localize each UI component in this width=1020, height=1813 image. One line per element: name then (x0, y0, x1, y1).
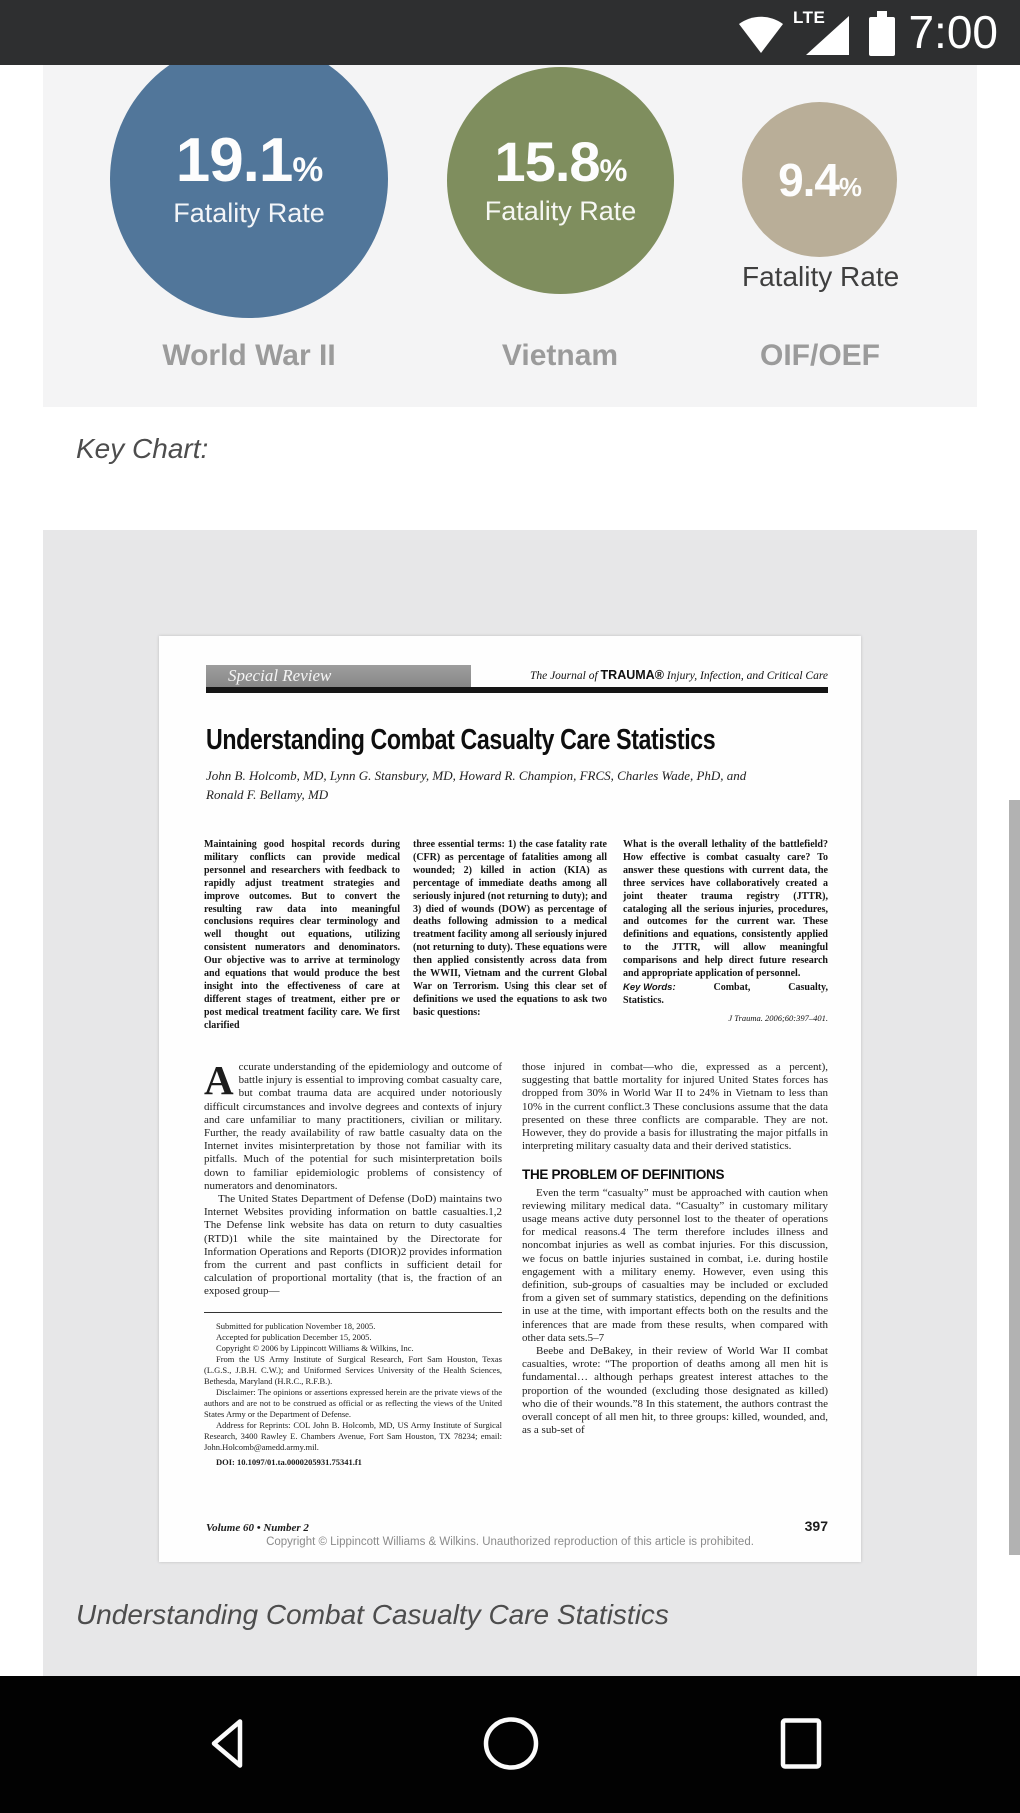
fatality-rate-label: Fatality Rate (173, 197, 325, 228)
scrollbar-thumb[interactable] (1009, 800, 1020, 1555)
page-number: 397 (804, 1518, 828, 1534)
drop-cap: A (204, 1057, 234, 1103)
navigation-bar (0, 1676, 1020, 1813)
article-authors: John B. Holcomb, MD, Lynn G. Stansbury, MD, Howard R. Champion, FRCS, Charles Wade, PhD, and Ronald F. Bellamy, MD (206, 768, 747, 802)
abstract-column-2: three essential terms: 1) the case fatality rate (CFR) as percentage of fatalities among all wounded; 2) killed in action (KIA) as percentage of immediate deaths among all seriously injured (not returning to duty); and 3) died of wounds (DOW) as percentage of deaths following admission to a medical treatment facility among all seriously injured (not returning to duty). These equations were then applied consistently across data from the WWII, Vietnam and the current Global War on Terrorism. Using this clear set of definitions we used the equations to ask two basic questions: (413, 839, 607, 1018)
lte-label: LTE (793, 8, 826, 27)
body-column-left: Accurate understanding of the epidemiology and outcome of battle injury is essential to improving combat casualty care, but combat trauma data are acquired under notoriously difficult circumstances and involve degrees and contexts of injury and care unfamiliar to many practitioners, civilian or military. Further, the ready availability of raw battle casualty data on the Internet invites misinterpretation by those not familiar with its pitfalls. Much of the potential for such misinterpretation boils down to familiar epidemiologic problems of consistency of numerators and denominators. The United States Department of Defense (DoD) maintains two Internet Websites providing information on battle casualties.1,2 The Defense link website has data on return to duty casualties (RTD)1 while the site maintained by the Directorate for Information Operations and Reports (DIOR)2 provides information from the current and past conflicts in sufficient detail for calculation of proportional mortality (that is, the fraction of an exposed group— Submitted for publication November 18, 2005. Accepted for publication December 15, 2005. Copyright © 2006 by Lippincott Williams & Wilkins, Inc. From the US Army Institute of Surgical Research, Fort Sam Houston, Texas (L.G.S., J.B.H. C.W.); and Uniformed Services University of the Health Sciences, Bethesda, Maryland (H.R.C., R.F.B.). Disclaimer: The opinions or assertions expressed herein are the private views of the authors and are not to be construed as official or as reflecting the views of the United States Army or the Department of Defense. Address for Reprints: COL John B. Holcomb, MD, US Army Institute of Surgical Research, 3400 Rawley E. Chambers Avenue, Fort Sam Houston, TX 78234; email: John.Holcomb@amedd.army.mil. DOI: 10.1097/01.ta.0000205931.75341.f1 (204, 1057, 502, 1467)
keywords-line: Key Words: Combat, Casualty, (623, 981, 828, 993)
fatality-circle-oifoef (742, 102, 897, 257)
abstract-column-1: Maintaining good hospital records during military conflicts can provide medical personnel and researchers with feedback to rapidly adjust treatment strategies and improve outcomes. But to convert the resulting raw data into meaningful conclusions requires clear terminology and well thought out equations, utilizing consistent numerators and denominators. Our objective was to arrive at terminology and equations that would produce the best insight into the effectiveness of care at different stages of treatment, either pre or post medical treatment facility care. We first clarified (204, 839, 400, 1031)
key-chart-label: Key Chart: (76, 433, 209, 464)
cellular-signal-icon (806, 16, 849, 60)
fatality-stats-panel (43, 65, 977, 407)
doi-line: DOI: 10.1097/01.ta.0000205931.75341.f1 (216, 1456, 362, 1467)
conflict-label-wwii: World War II (162, 339, 336, 372)
section-heading: THE PROBLEM OF DEFINITIONS (522, 1167, 725, 1183)
document-preview-panel[interactable] (43, 530, 977, 1676)
volume-number: Volume 60 • Number 2 (206, 1522, 309, 1534)
status-bar (0, 0, 1020, 65)
copyright-watermark: Copyright © Lippincott Williams & Wilkins. Unauthorized reproduction of this article is prohibited. (266, 1536, 754, 1548)
fatality-circle-vietnam (447, 67, 674, 294)
home-button[interactable] (482, 1715, 540, 1774)
fatality-rate-label: Fatality Rate (742, 261, 900, 292)
back-button[interactable] (204, 1715, 250, 1774)
conflict-label-vietnam: Vietnam (501, 339, 619, 372)
footnote-rule (204, 1312, 502, 1313)
abstract-column-3: What is the overall lethality of the battlefield? How effective is combat casualty care? To answer these questions with current data, the three services have collaboratively created a joint theater trauma registry (JTTR), cataloging all the serious injuries, procedures, and outcomes for the current war. These definitions and equations, consistently applied to the JTTR, will allow meaningful comparisons and help direct future research and appropriate application of personnel. Key Words: Combat, Casualty, Statistics. J Trauma. 2006;60:397–401. (623, 839, 828, 1023)
article-citation: J Trauma. 2006;60:397–401. (728, 1012, 828, 1023)
fatality-value: 19.1% (175, 125, 323, 195)
home-circle-icon (482, 1759, 540, 1774)
journal-page[interactable] (159, 636, 861, 1562)
recent-apps-button[interactable] (779, 1715, 823, 1774)
fatality-circle-wwii (110, 65, 388, 318)
recent-apps-square-icon (779, 1759, 823, 1774)
page-footer (206, 1518, 828, 1534)
back-icon (204, 1759, 250, 1774)
journal-name: The Journal of TRAUMA® Injury, Infection, and Critical Care (529, 668, 828, 682)
header-rule (206, 687, 828, 693)
article-title: Understanding Combat Casualty Care Statistics (206, 724, 716, 756)
battery-icon (866, 11, 898, 61)
body-column-right: those injured in combat—who die, expressed as a percent), suggesting that battle mortality for injured United States forces has dropped from 30% in World War II to 24% in Vietnam to less than 10% in the current conflict.3 These conclusions assume that the data presented on these three conflicts are comparable. They are not. However, they do provide a basis for illustrating the major pitfalls in interpreting military casualty data and their derived statistics. THE PROBLEM OF DEFINITIONS Even the term “casualty” must be approached with caution when reviewing military medical data. “Casualty” in customary military usage means active duty personnel lost to the theater of operations for medical reasons.4 The term therefore includes illness and noncombat injuries as well as combat injuries. For this discussion, we focus on battle injuries sustained in combat, i.e. during hostile engagement with a military enemy. However, even using this definition, sub-groups of casualties may be included or excluded from a given set of summary statistics, depending on the definitions in use at the time, with important effects both on the results and the inferences that are made from these results, when compared with other data sets.5–7 Beebe and DeBakey, in their review of World War II combat casualties, wrote: “The proportion of deaths among all men hit is fundamental… although perhaps greatest interest attaches to the proportion of the wounded (excluding those designated as killed) who die of their wounds.”8 In this statement, the authors contrast the overall concept of all men hit, to three groups: killed, wounded, and, as a sub-set of (522, 1061, 828, 1437)
wifi-icon (737, 12, 785, 59)
fatality-rate-label: Fatality Rate (484, 196, 637, 226)
document-caption: Understanding Combat Casualty Care Statistics (76, 1599, 669, 1630)
status-time: 7:00 (908, 6, 998, 58)
fatality-value: 15.8% (494, 130, 627, 193)
conflict-label-oifoef: OIF/OEF (760, 339, 880, 372)
fatality-value: 9.4% (778, 153, 861, 206)
special-review-banner: Special Review (206, 665, 471, 687)
